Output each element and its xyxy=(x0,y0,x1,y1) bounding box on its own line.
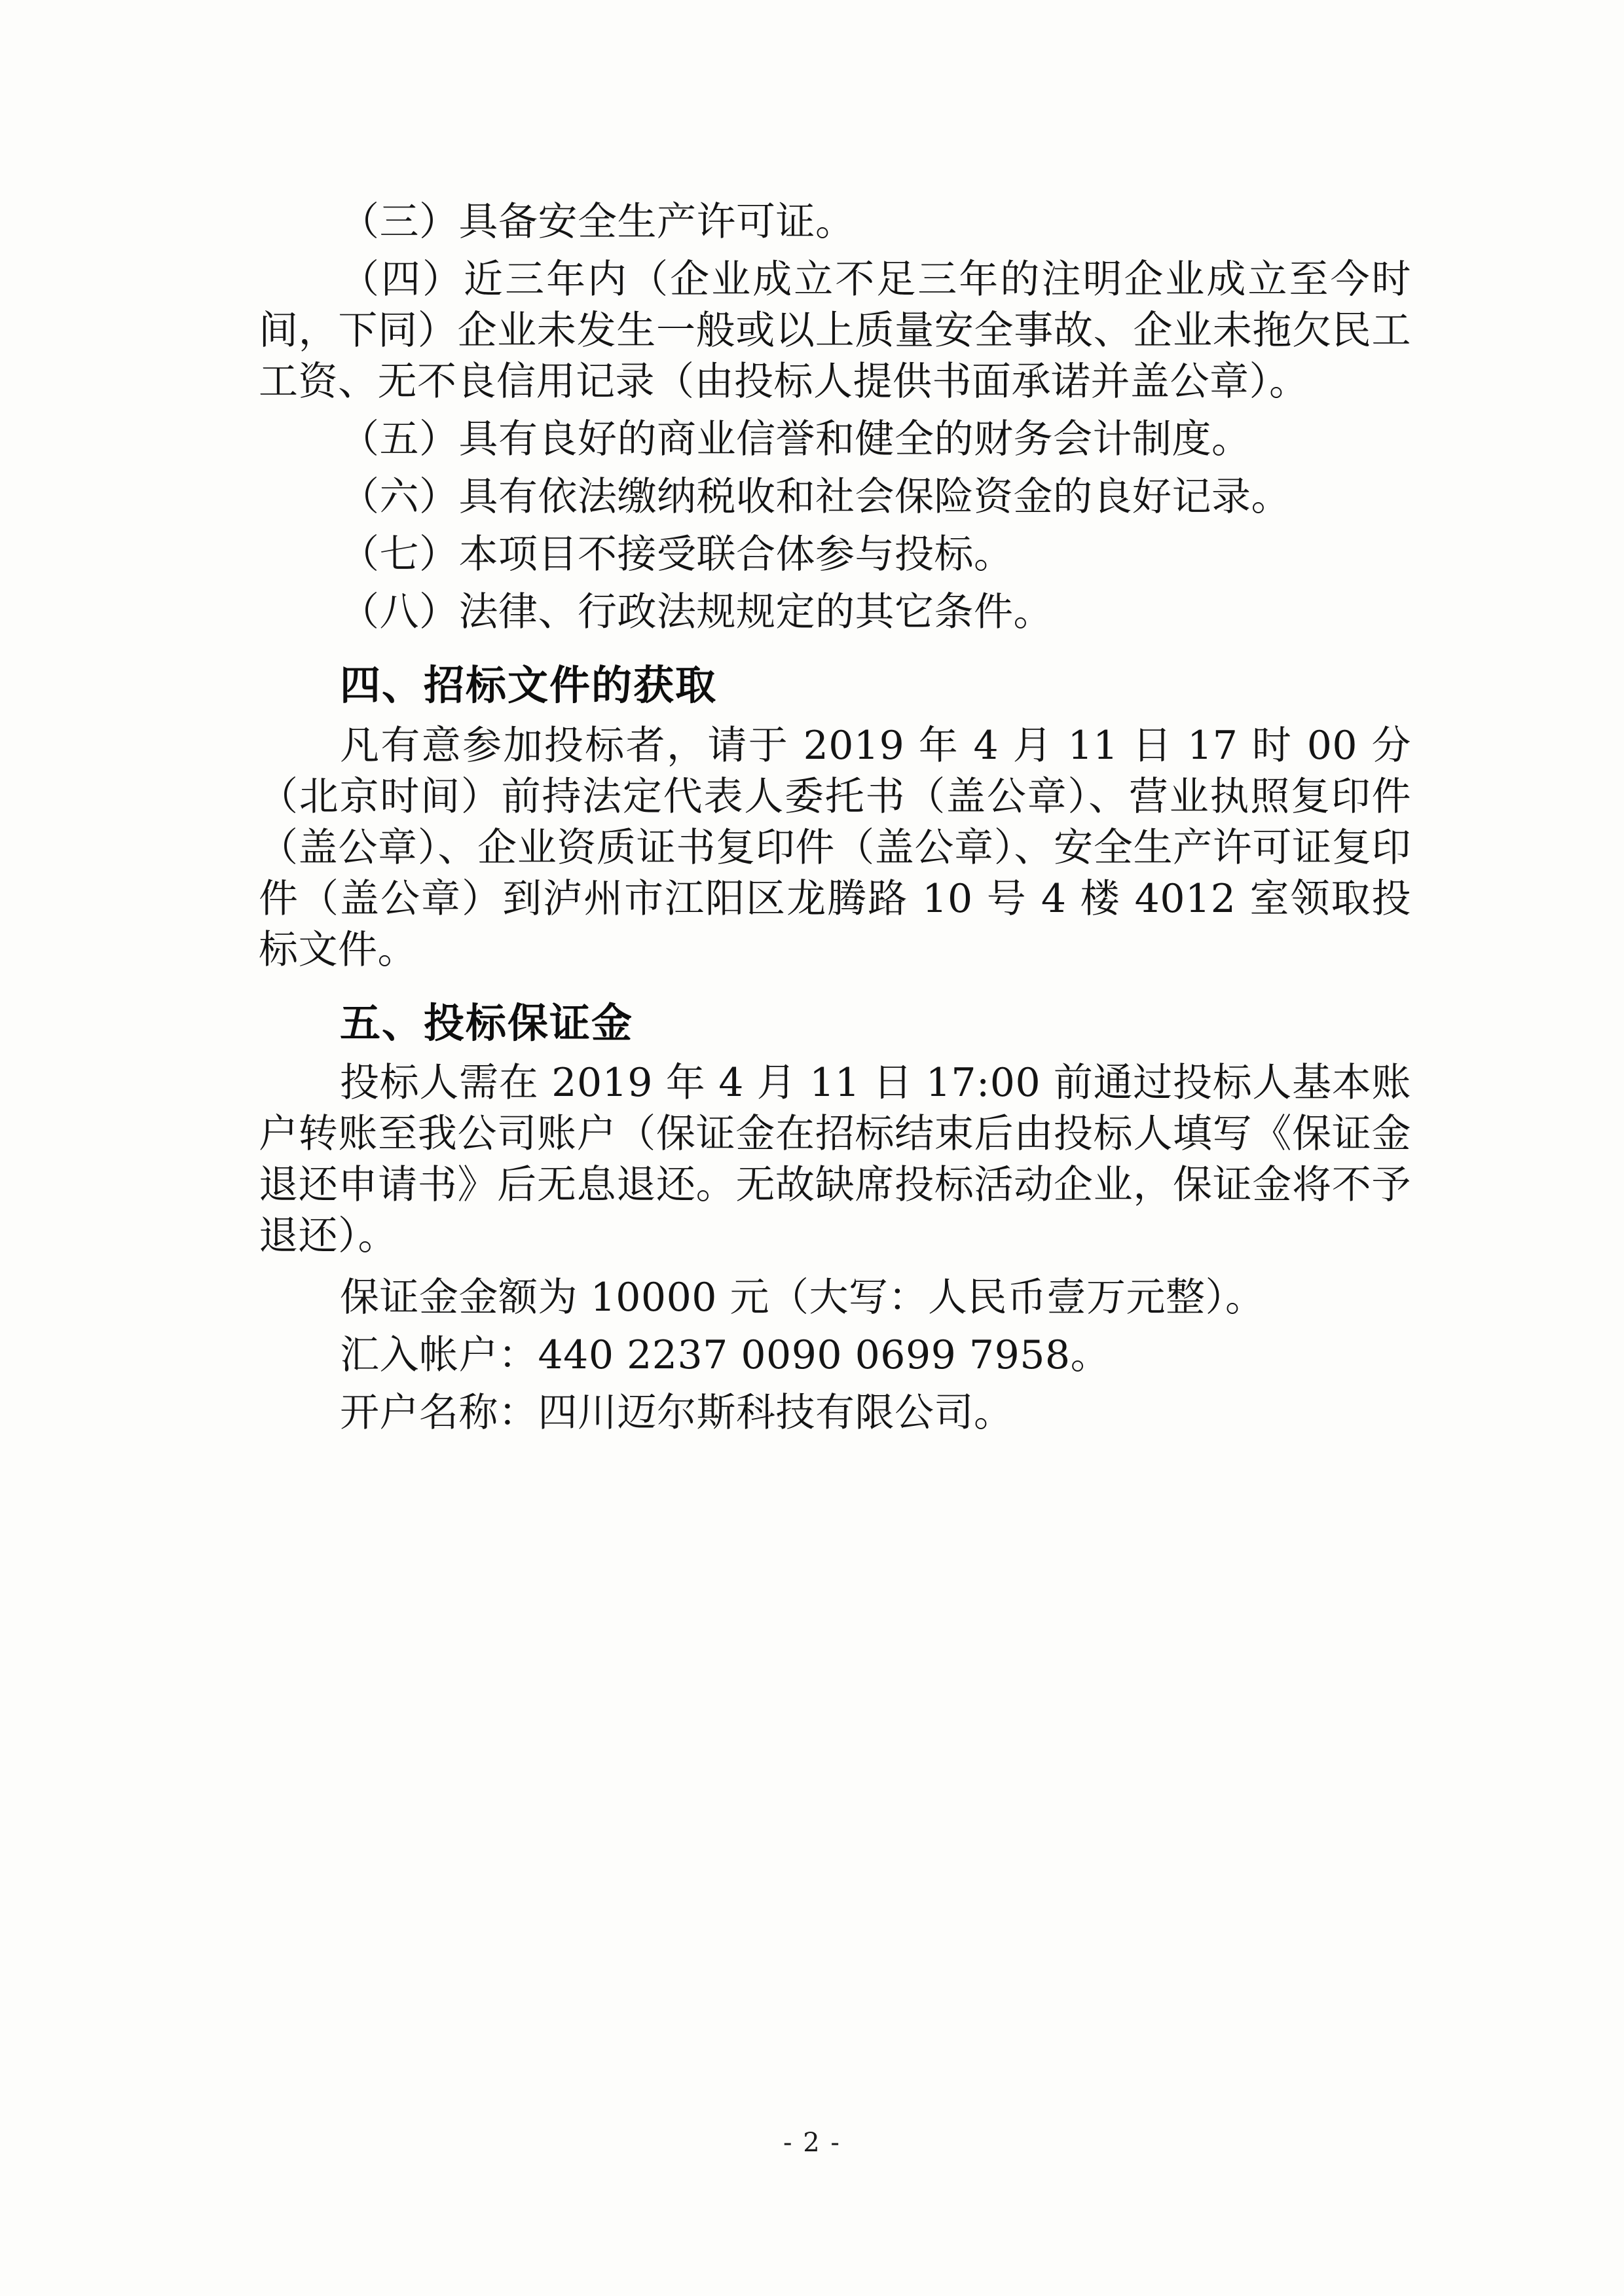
section-five-heading: 五、投标保证金 xyxy=(340,998,634,1047)
clause-three: （三）具备安全生产许可证。 xyxy=(340,199,855,245)
clause-six: （六）具有依法缴纳税收和社会保险资金的良好记录。 xyxy=(340,474,1291,520)
clause-five: （五）具有良好的商业信誉和健全的财务会计制度。 xyxy=(340,416,1251,462)
document-body xyxy=(259,196,1411,1445)
page-number: - 2 - xyxy=(783,2128,841,2158)
deposit-account-number: 汇入帐户：440 2237 0090 0699 7958。 xyxy=(340,1332,1111,1378)
clause-four: （四）近三年内（企业成立不足三年的注明企业成立至今时间，下同）企业未发生一般或以上质量安全事故、企业未拖欠民工工资、无不良信用记录（由投标人提供书面承诺并盖公章）。 xyxy=(259,257,1411,405)
clause-seven: （七）本项目不接受联合体参与投标。 xyxy=(340,532,1014,577)
clause-eight: （八）法律、行政法规规定的其它条件。 xyxy=(340,589,1053,635)
deposit-amount: 保证金金额为 10000 元（大写：人民币壹万元整）。 xyxy=(340,1275,1265,1321)
deposit-account-name: 开户名称：四川迈尔斯科技有限公司。 xyxy=(340,1390,1014,1436)
section-four-heading: 四、招标文件的获取 xyxy=(340,661,718,709)
section-five-body: 投标人需在 2019 年 4 月 11 日 17:00 前通过投标人基本账户转账至我公司账户（保证金在招标结束后由投标人填写《保证金退还申请书》后无息退还。无故缺席投标活动企业，保证金将不予退还）。 xyxy=(259,1060,1411,1259)
section-four-body: 凡有意参加投标者，请于 2019 年 4 月 11 日 17 时 00 分（北京时间）前持法定代表人委托书（盖公章）、营业执照复印件（盖公章）、企业资质证书复印件（盖公章）、安全生产许可证复印件（盖公章）到泸州市江阳区龙腾路 10 号 4 楼 4012 室领取投标文件。 xyxy=(259,722,1411,973)
